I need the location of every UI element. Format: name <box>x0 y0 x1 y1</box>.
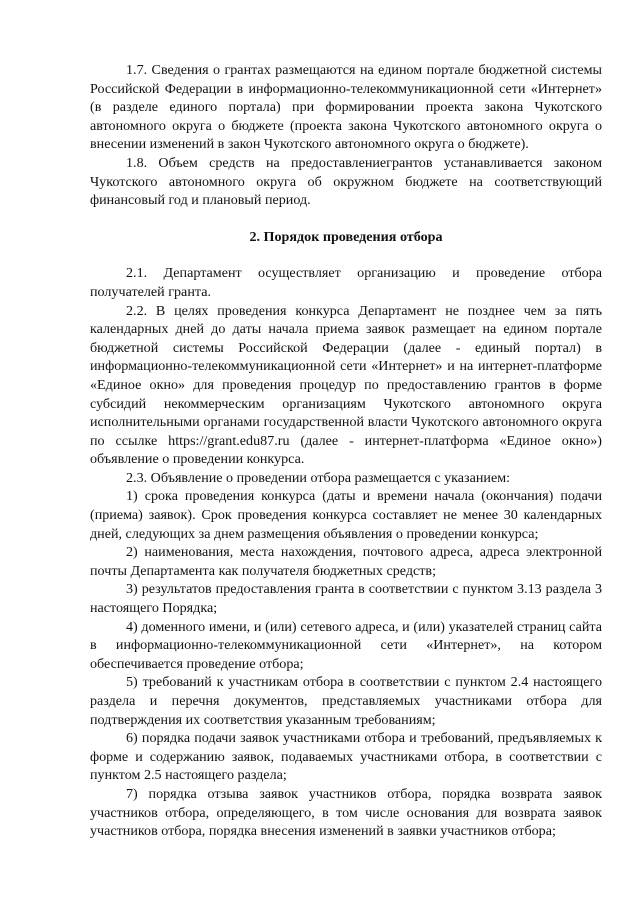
paragraph-2-2: 2.2. В целях проведения конкурса Департамент не позднее чем за пять календарных дней до даты начала приема заявок размещает на едином портале бюджетной системы Российской Федерации (далее - единый портал) в информационно-телекоммуникационной сети «Интернет» и на интернет-платформе «Единое окно» для проведения процедур по предоставлению грантов в форме субсидий некоммерческим организациям Чукотского автономного округа исполнительными органами государственной власти Чукотского автономного округа по ссылке https://grant.edu87.ru (далее - интернет-платформа «Единое окно») объявление о проведении конкурса. <box>90 302 602 468</box>
list-item-7: 7) порядка отзыва заявок участников отбора, порядка возврата заявок участников отбора, определяющего, в том числе основания для возврата заявок участников отбора, порядка внесения изменений в заявки участников отбора; <box>90 785 602 840</box>
paragraph-2-3: 2.3. Объявление о проведении отбора размещается с указанием: <box>126 469 511 486</box>
paragraph-1-7: 1.7. Сведения о грантах размещаются на едином портале бюджетной системы Российской Федерации в информационно-телекоммуникационной сети «Интернет» (в разделе единого портала) при формировании проекта закона Чукотского автономного округа о бюджете (проекта закона Чукотского автономного округа о внесении изменений в закон Чукотского автономного округа о бюджете). <box>90 62 602 153</box>
list-item-3: 3) результатов предоставления гранта в соответствии с пунктом 3.13 раздела 3 настоящего Порядка; <box>90 581 602 617</box>
section-2-heading: 2. Порядок проведения отбора <box>249 228 443 245</box>
paragraph-2-1: 2.1. Департамент осуществляет организацию и проведение отбора получателей гранта. <box>90 265 602 300</box>
list-item-6: 6) порядка подачи заявок участниками отбора и требований, предъявляемых к форме и содержанию заявок, подаваемых участниками отбора, в соответствии с пунктом 2.5 настоящего раздела; <box>90 730 602 784</box>
list-item-1: 1) срока проведения конкурса (даты и времени начала (окончания) подачи (приема) заявок). Срок проведения конкурса составляет не менее 30 календарных дней, следующих за днем размещения объявления о проведении конкурса; <box>90 488 602 542</box>
paragraph-1-8: 1.8. Объем средств на предоставлениегрантов устанавливается законом Чукотского автономного округа об окружном бюджете на соответствующий финансовый год и плановый период. <box>90 154 602 209</box>
list-item-2: 2) наименования, места нахождения, почтового адреса, адреса электронной почты Департамента как получателя бюджетных средств; <box>90 544 602 579</box>
list-item-4: 4) доменного имени, и (или) сетевого адреса, и (или) указателей страниц сайта в информационно-телекоммуникационной сети «Интернет», на котором обеспечивается проведение отбора; <box>90 618 602 672</box>
document-page <box>90 61 602 841</box>
list-item-5: 5) требований к участникам отбора в соответствии с пунктом 2.4 настоящего раздела и перечня документов, представляемых участниками отбора для подтверждения их соответствия указанным требованиям; <box>90 674 602 728</box>
